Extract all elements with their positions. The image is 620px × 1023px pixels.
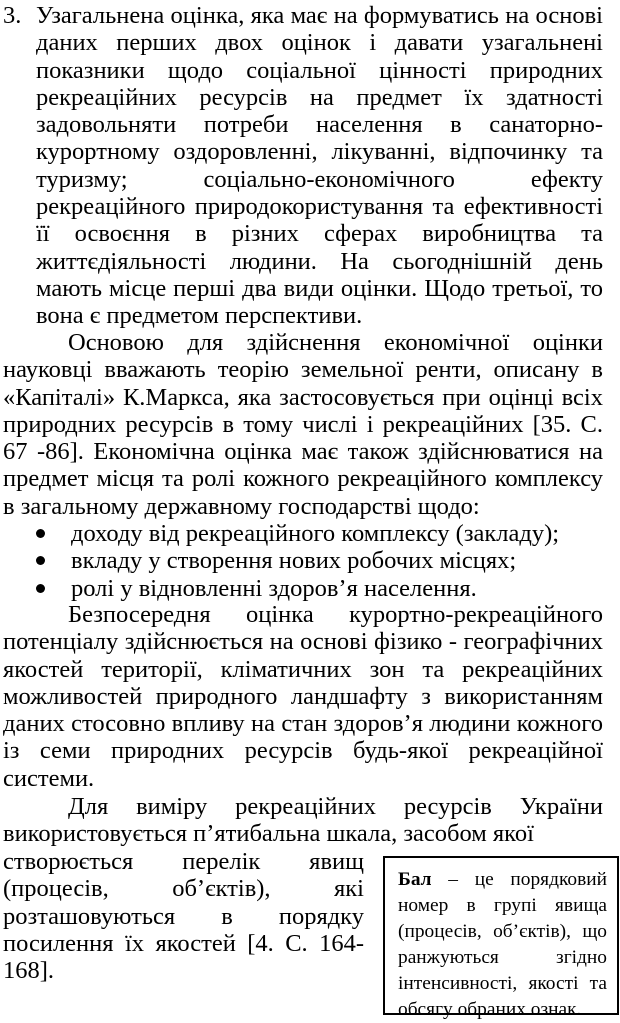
definition-text: – це порядковий номер в групі явища (процесів, об’єктів), що ранжуються згідно інтенсивності, якості та обсягу обраних ознак. xyxy=(398,869,607,1020)
paragraph-scale-continued: створюється перелік явищ (процесів, об’єктів), які розташовуються в порядку посилення їх якостей [4. С. 164-168]. xyxy=(3,848,364,985)
list-item-number: 3. xyxy=(3,2,22,29)
bullet-icon xyxy=(36,529,45,538)
paragraph-direct-assessment: Безпосередня оцінка курортно-рекреаційного потенціалу здійснюється на основі фізико - географічних якостей території, кліматичних зон та рекреаційних можливостей природного ландшафту з використанням даних стосовно впливу на стан здоров’я людини кожного із семи природних ресурсів будь-якої рекреаційної системи. xyxy=(3,601,603,792)
paragraph-scale: Для виміру рекреаційних ресурсів України використовується п’ятибальна шкала, засобом якої xyxy=(3,793,603,848)
bullet-text: доходу від рекреаційного комплексу (закладу); xyxy=(71,520,560,547)
list-item-3 xyxy=(3,2,603,330)
bullet-item xyxy=(3,547,603,574)
paragraph-economic-assessment: Основою для здійснення економічної оцінки науковці вважають теорію земельної ренти, описану в «Капіталі» К.Маркса, яка застосовується при оцінці всіх природних ресурсів в тому числі і рекреаційних [35. С. 67 -86]. Економічна оцінка має також здійснюватися на предмет місця та ролі кожного рекреаційного комплексу в загальному державному господарстві щодо: xyxy=(3,329,603,520)
bullet-icon xyxy=(36,584,45,593)
list-item-text: Узагальнена оцінка, яка має на формуватись на основі даних перших двох оцінок і давати узагальнені показники щодо соціальної цінності природних рекреаційних ресурсів на предмет їх здатності задовольняти потреби населення в санаторно-курортному оздоровленні, лікуванні, відпочинку та туризму; соціально-економічного ефекту рекреаційного природокористування та ефективності її освоєння в різних сферах виробництва та життєдіяльності людини. На сьогоднішній день мають місце перші два види оцінки. Щодо третьої, то вона є предметом перспективи. xyxy=(36,2,603,330)
bullet-list xyxy=(3,520,603,602)
definition-term: Бал xyxy=(398,869,432,890)
bullet-item xyxy=(3,520,603,547)
bullet-text: ролі у відновленні здоров’я населення. xyxy=(71,574,477,602)
bullet-text: вкладу у створення нових робочих місцях; xyxy=(71,547,517,575)
bullet-icon xyxy=(36,556,45,565)
bullet-item xyxy=(3,575,603,602)
definition-box xyxy=(383,856,619,1020)
